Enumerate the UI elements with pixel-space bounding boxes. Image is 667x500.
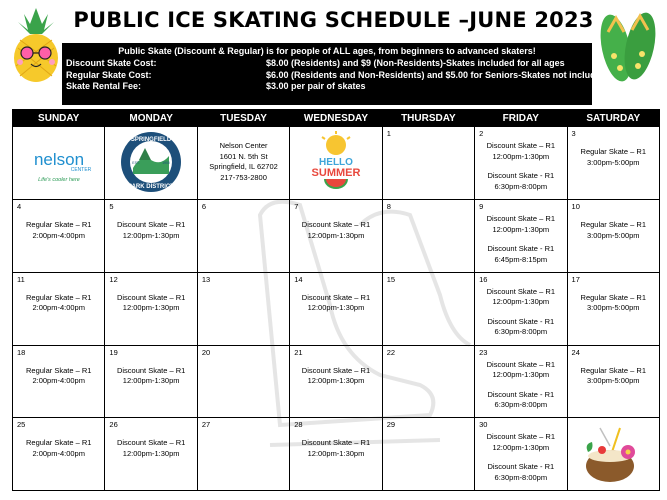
info-row-rental [66, 81, 588, 93]
evening-skate-event [475, 171, 566, 192]
info-row-discount [66, 58, 588, 70]
day-cell [105, 345, 197, 418]
day-cell [290, 272, 382, 345]
day-cell [475, 418, 567, 491]
springfield-logo-year: 1900 [162, 161, 171, 166]
weekday-header: THURSDAY [382, 110, 474, 127]
event-label: Discount Skate - R1 [487, 316, 555, 326]
event-time: 12:00pm-1:30pm [492, 151, 550, 161]
date-number: 23 [479, 347, 488, 357]
regular-skate-event [13, 220, 104, 241]
nelson-center-address [198, 141, 289, 183]
event-time: 12:00pm-1:30pm [307, 448, 365, 458]
discount-skate-event [105, 220, 196, 241]
event-label: Discount Skate – R1 [116, 438, 186, 448]
event-time: 6:45pm-8:15pm [494, 254, 548, 264]
discount-skate-event [290, 293, 381, 314]
info-row-regular [66, 69, 607, 82]
day-cell [382, 127, 474, 200]
springfield-logo-top: SPRINGFIELD [131, 137, 172, 144]
regular-skate-event [13, 438, 104, 459]
logo-cell-springfield [105, 127, 197, 200]
discount-skate-event [290, 220, 381, 241]
event-time: 12:00pm-1:30pm [122, 448, 180, 458]
day-cell [290, 418, 382, 491]
weekday-header: SUNDAY [13, 110, 105, 127]
day-cell [567, 272, 659, 345]
event-time: 3:00pm-5:00pm [587, 303, 640, 313]
date-number: 5 [109, 202, 114, 212]
event-label: Discount Skate - R1 [487, 462, 555, 472]
discount-skate-event [475, 360, 566, 381]
event-label: Discount Skate - R1 [487, 171, 555, 181]
date-number: 26 [109, 420, 118, 430]
weekday-header-row [13, 110, 660, 127]
date-number: 11 [17, 274, 25, 284]
page-title: PUBLIC ICE SKATING SCHEDULE –JUNE 2023 [73, 8, 594, 32]
event-time: 6:30pm-8:00pm [494, 472, 548, 482]
discount-skate-event [290, 366, 381, 387]
springfield-logo-bottom: PARK DISTRICT [128, 184, 175, 191]
event-time: 12:00pm-1:30pm [307, 303, 365, 313]
address-cell [197, 127, 289, 200]
info-label: Skate Rental Fee: [66, 81, 142, 92]
date-number: 18 [17, 347, 26, 357]
event-time: 12:00pm-1:30pm [307, 230, 365, 240]
date-number: 10 [571, 202, 580, 212]
hello-summer-logo [304, 131, 368, 193]
address-line: 217-753-2800 [220, 172, 267, 182]
event-time: 2:00pm-4:00pm [32, 303, 85, 313]
day-cell [290, 200, 382, 273]
date-number: 12 [109, 274, 118, 284]
weekday-header: MONDAY [105, 110, 197, 127]
event-time: 12:00pm-1:30pm [122, 230, 180, 240]
logo-cell-nelson [13, 127, 105, 200]
date-number: 28 [294, 420, 303, 430]
event-label: Discount Skate – R1 [116, 365, 186, 375]
coconut-drink-illustration [580, 422, 646, 486]
date-number: 20 [201, 347, 211, 357]
date-number: 9 [479, 202, 484, 212]
day-cell [475, 345, 567, 418]
date-number: 16 [479, 274, 488, 284]
pricing-info-box [62, 43, 607, 105]
nelson-logo-text: nelson [33, 150, 85, 170]
info-intro: Public Skate (Discount & Regular) is for people of ALL ages, from beginners to advanced skaters! [118, 46, 536, 56]
day-cell [197, 272, 289, 345]
date-number: 29 [386, 420, 396, 430]
day-cell [197, 200, 289, 273]
event-label: Regular Skate – R1 [580, 292, 646, 302]
info-value: $8.00 (Residents) and $9 (Non-Residents)-Skates included for all ages [266, 57, 565, 68]
event-label: Discount Skate – R1 [301, 438, 371, 448]
info-label: Regular Skate Cost: [66, 69, 152, 80]
calendar-week [13, 345, 660, 418]
event-time: 2:00pm-4:00pm [32, 448, 85, 458]
calendar-week [13, 418, 660, 491]
evening-skate-event [475, 462, 566, 483]
event-label: Discount Skate – R1 [486, 286, 555, 296]
regular-skate-event [568, 147, 659, 168]
day-cell [475, 127, 567, 200]
discount-skate-event [475, 214, 566, 235]
day-cell [197, 345, 289, 418]
date-number: 19 [109, 347, 118, 357]
address-line: Springfield, IL 62702 [209, 162, 278, 172]
date-number: 21 [294, 347, 303, 357]
event-label: Regular Skate – R1 [25, 438, 92, 448]
calendar-week [13, 127, 660, 200]
event-time: 12:00pm-1:30pm [492, 370, 550, 380]
event-time: 6:30pm-8:00pm [494, 400, 548, 410]
event-label: Regular Skate – R1 [580, 220, 646, 230]
nelson-logo-tagline: Life's cooler here [38, 177, 80, 184]
calendar-week [13, 200, 660, 273]
logo-cell-summer [290, 127, 382, 200]
event-time: 3:00pm-5:00pm [587, 157, 640, 167]
springfield-logo-est: EST. [132, 161, 141, 166]
discount-skate-event [475, 432, 566, 453]
date-number: 30 [479, 420, 488, 430]
event-label: Regular Skate – R1 [25, 220, 92, 230]
event-label: Discount Skate – R1 [116, 220, 186, 230]
day-cell [382, 272, 474, 345]
weekday-header: SATURDAY [567, 110, 659, 127]
event-label: Discount Skate – R1 [301, 292, 371, 302]
discount-skate-event [105, 438, 196, 459]
event-label: Regular Skate – R1 [25, 292, 92, 302]
date-number: 25 [17, 420, 26, 430]
date-number: 24 [571, 347, 580, 357]
calendar-grid [12, 109, 660, 491]
date-number: 15 [386, 274, 396, 284]
weekday-header: FRIDAY [475, 110, 567, 127]
day-cell [382, 345, 474, 418]
day-cell [567, 200, 659, 273]
date-number: 27 [201, 420, 211, 430]
event-label: Discount Skate – R1 [486, 359, 555, 369]
event-time: 12:00pm-1:30pm [122, 303, 180, 313]
day-cell [197, 418, 289, 491]
summer-logo-hello: HELLO [319, 157, 354, 169]
info-value: $3.00 per pair of skates [266, 81, 366, 92]
event-time: 2:00pm-4:00pm [32, 376, 85, 386]
day-cell [105, 418, 197, 491]
event-label: Discount Skate – R1 [486, 141, 555, 151]
date-number: 13 [201, 274, 211, 284]
date-number: 1 [386, 129, 391, 139]
event-label: Regular Skate – R1 [25, 365, 92, 375]
day-cell [567, 127, 659, 200]
event-time: 12:00pm-1:30pm [492, 297, 550, 307]
event-time: 12:00pm-1:30pm [307, 376, 365, 386]
weekday-header: TUESDAY [197, 110, 289, 127]
event-time: 6:30pm-8:00pm [494, 327, 548, 337]
nelson-logo-sub: CENTER [70, 167, 92, 174]
date-number: 6 [201, 202, 207, 212]
event-label: Discount Skate – R1 [486, 214, 555, 224]
event-time: 2:00pm-4:00pm [32, 230, 85, 240]
regular-skate-event [568, 366, 659, 387]
summer-logo-summer: SUMMER [311, 167, 361, 180]
event-label: Discount Skate - R1 [487, 244, 555, 254]
nelson-center-logo [21, 141, 97, 187]
day-cell [105, 272, 197, 345]
event-time: 12:00pm-1:30pm [492, 224, 550, 234]
regular-skate-event [568, 293, 659, 314]
event-label: Discount Skate – R1 [301, 220, 371, 230]
regular-skate-event [568, 220, 659, 241]
event-label: Discount Skate – R1 [486, 432, 555, 442]
event-time: 3:00pm-5:00pm [587, 376, 640, 386]
day-cell [13, 345, 105, 418]
discount-skate-event [475, 287, 566, 308]
date-number: 2 [479, 129, 484, 139]
springfield-park-district-logo [119, 130, 183, 194]
day-cell [567, 345, 659, 418]
discount-skate-event [475, 141, 566, 162]
date-number: 22 [386, 347, 396, 357]
event-label: Discount Skate – R1 [301, 365, 371, 375]
event-label: Regular Skate – R1 [580, 365, 646, 375]
day-cell [475, 272, 567, 345]
day-cell [13, 272, 105, 345]
calendar-week [13, 272, 660, 345]
evening-skate-event [475, 244, 566, 265]
date-number: 14 [294, 274, 303, 284]
date-number: 7 [294, 202, 299, 212]
day-cell [382, 200, 474, 273]
day-cell [382, 418, 474, 491]
discount-skate-event [105, 366, 196, 387]
event-label: Discount Skate - R1 [487, 389, 555, 399]
evening-skate-event [475, 317, 566, 338]
event-label: Regular Skate – R1 [580, 147, 646, 157]
event-label: Discount Skate – R1 [116, 292, 186, 302]
day-cell [475, 200, 567, 273]
info-label: Discount Skate Cost: [66, 57, 157, 68]
discount-skate-event [290, 438, 381, 459]
address-line: Nelson Center [219, 141, 268, 151]
evening-skate-event [475, 390, 566, 411]
date-number: 8 [386, 202, 391, 212]
date-number: 3 [571, 129, 576, 139]
day-cell [13, 418, 105, 491]
date-number: 17 [571, 274, 580, 284]
day-cell [105, 200, 197, 273]
regular-skate-event [13, 293, 104, 314]
address-line: 1601 N. 5th St [219, 151, 268, 161]
event-time: 12:00pm-1:30pm [122, 376, 180, 386]
info-value: $6.00 (Residents and Non-Residents) and $5.00 for Seniors-Skates not included [266, 69, 607, 80]
weekday-header: WEDNESDAY [290, 110, 382, 127]
regular-skate-event [13, 366, 104, 387]
discount-skate-event [105, 293, 196, 314]
date-number: 4 [17, 202, 22, 212]
event-time: 12:00pm-1:30pm [492, 442, 550, 452]
coconut-drink-cell [567, 418, 659, 491]
day-cell [290, 345, 382, 418]
day-cell [13, 200, 105, 273]
event-time: 3:00pm-5:00pm [587, 230, 640, 240]
event-time: 6:30pm-8:00pm [494, 181, 548, 191]
